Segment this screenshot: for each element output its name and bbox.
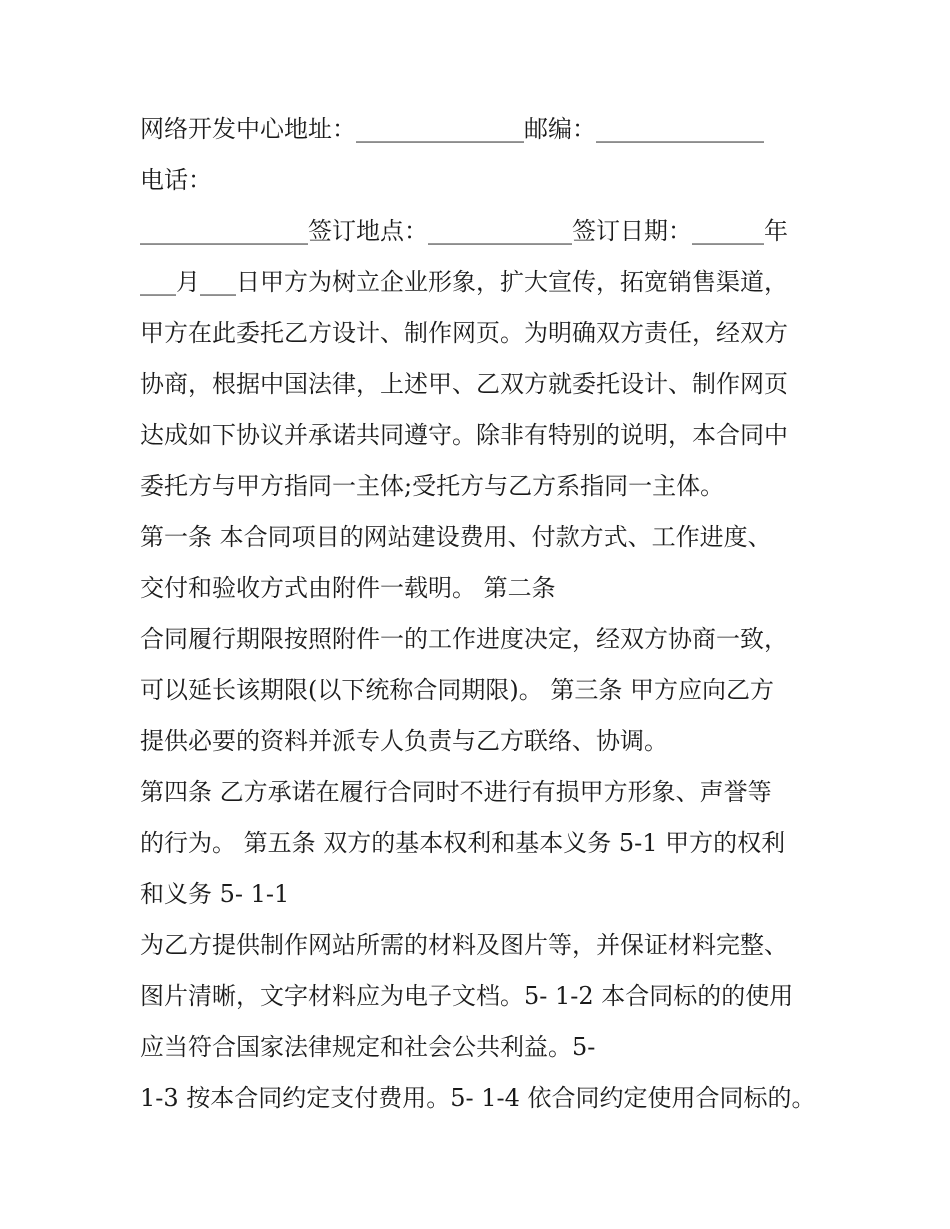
text-line: 为乙方提供制作网站所需的材料及图片等，并保证材料完整、 [140, 931, 788, 959]
text-line: 网络开发中心地址：______________邮编：______________ [140, 115, 764, 143]
text-line: 合同履行期限按照附件一的工作进度决定，经双方协商一致， [140, 625, 788, 653]
text-line: ______________签订地点：____________签订日期：______年 [140, 217, 788, 245]
text-line: 提供必要的资料并派专人负责与乙方联络、协调。 [140, 727, 668, 755]
text-line: ___月___日甲方为树立企业形象，扩大宣传，拓宽销售渠道， [140, 268, 788, 296]
text-line: 和义务 5- 1-1 [140, 880, 290, 908]
contract-text [140, 104, 820, 1124]
text-line: 的行为。 第五条 双方的基本权利和基本义务 5-1 甲方的权利 [140, 829, 786, 857]
text-line: 图片清晰，文字材料应为电子文档。5- 1-2 本合同标的的使用 [140, 982, 794, 1010]
text-line: 应当符合国家法律规定和社会公共利益。5- [140, 1033, 596, 1061]
text-line: 可以延长该期限(以下统称合同期限)。 第三条 甲方应向乙方 [140, 676, 774, 704]
text-line: 甲方在此委托乙方设计、制作网页。为明确双方责任，经双方 [140, 319, 788, 347]
text-line: 达成如下协议并承诺共同遵守。除非有特别的说明，本合同中 [140, 421, 788, 449]
text-line: 1-3 按本合同约定支付费用。5- 1-4 依合同约定使用合同标的。 [140, 1084, 816, 1112]
text-line: 第一条 本合同项目的网站建设费用、付款方式、工作进度、 [140, 523, 772, 551]
text-line: 委托方与甲方指同一主体;受托方与乙方系指同一主体。 [140, 472, 725, 500]
text-line: 交付和验收方式由附件一载明。 第二条 [140, 574, 556, 602]
text-line: 第四条 乙方承诺在履行合同时不进行有损甲方形象、声誉等 [140, 778, 772, 806]
text-line: 协商，根据中国法律，上述甲、乙双方就委托设计、制作网页 [140, 370, 788, 398]
text-line: 电话： [140, 166, 212, 194]
